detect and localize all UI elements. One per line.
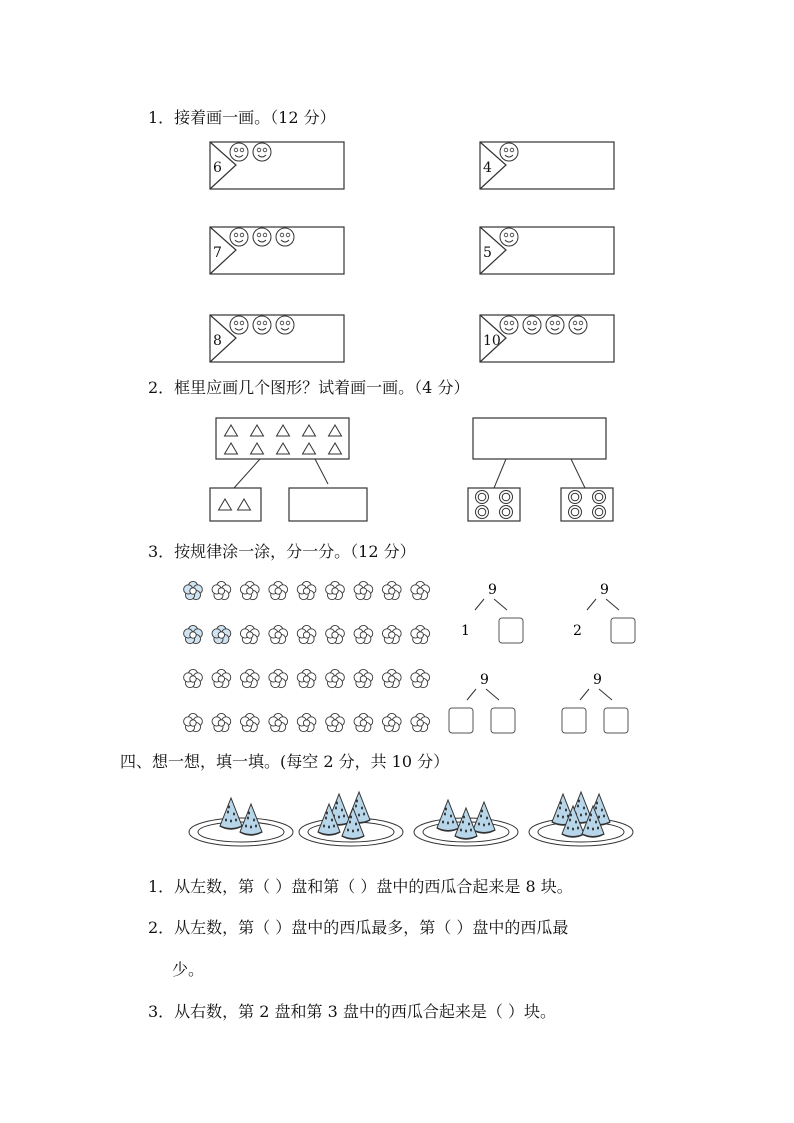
double-circle-icon — [593, 491, 606, 504]
watermelon-slice-icon — [220, 798, 242, 829]
pattern-box-10[interactable] — [479, 314, 619, 366]
triangle-icon — [303, 443, 316, 454]
circle-box-right — [561, 488, 613, 521]
bond-total: 9 — [480, 672, 489, 688]
box-number: 4 — [483, 160, 492, 176]
double-circle-icon — [569, 491, 582, 504]
double-circle-icon — [593, 506, 606, 519]
smiley-face-icon — [276, 316, 294, 334]
double-circle-icon — [569, 506, 582, 519]
watermelon-plate — [529, 792, 633, 846]
flower-icon[interactable] — [411, 713, 430, 731]
flower-icon[interactable] — [212, 581, 231, 599]
flower-icon[interactable] — [354, 625, 373, 643]
flower-icon[interactable] — [240, 713, 259, 731]
flower-icon[interactable] — [411, 669, 430, 687]
double-circles — [476, 491, 606, 519]
triangle-icon — [329, 425, 342, 436]
watermelon-plate — [414, 800, 518, 846]
bond-total: 9 — [593, 672, 602, 688]
triangle-icon — [303, 425, 316, 436]
flower-icon[interactable] — [269, 625, 288, 643]
smiley-face-icon — [253, 316, 271, 334]
flower-icon[interactable] — [269, 713, 288, 731]
pattern-box-8[interactable] — [209, 314, 349, 366]
smiley-face-icon — [230, 228, 248, 246]
box-number: 8 — [213, 333, 222, 349]
flower-icon[interactable] — [184, 581, 203, 599]
triangle-icon — [277, 443, 290, 454]
q1-title: 1．接着画一画。（12 分） — [148, 108, 336, 127]
q4-line-4: 3．从右数，第 2 盘和第 3 盘中的西瓜合起来是（ ）块。 — [148, 1002, 556, 1021]
flower-icon[interactable] — [240, 669, 259, 687]
q4-title: 四、想一想，填一填。(每空 2 分，共 10 分） — [120, 752, 450, 771]
number-bond — [567, 580, 647, 650]
watermelon-slice-icon — [473, 802, 495, 833]
flower-icon[interactable] — [240, 625, 259, 643]
flower-icon[interactable] — [240, 581, 259, 599]
double-circle-icon — [500, 491, 513, 504]
bond-left-box[interactable] — [449, 708, 473, 733]
bond-right-box[interactable] — [499, 618, 523, 643]
flower-icon[interactable] — [326, 713, 345, 731]
triangle-icon — [251, 425, 264, 436]
double-circle-icon — [476, 506, 489, 519]
triangles-two — [219, 499, 251, 510]
double-circle-icon — [476, 491, 489, 504]
bond-left-value: 2 — [573, 623, 582, 639]
smiley-face-icon — [500, 143, 518, 161]
bond-total: 9 — [488, 582, 497, 598]
number-bond — [560, 670, 640, 740]
flower-icon[interactable] — [411, 625, 430, 643]
smiley-face-icon — [569, 316, 587, 334]
q2-figure — [200, 410, 600, 530]
q4-line-3: 少。 — [172, 960, 205, 979]
smiley-face-icon — [546, 316, 564, 334]
q4-line-2: 2．从左数，第（ ）盘中的西瓜最多，第（ ）盘中的西瓜最 — [148, 918, 569, 937]
q2-title: 2．框里应画几个图形？试着画一画。（4 分） — [148, 378, 470, 397]
watermelon-plates — [186, 790, 636, 860]
flower-icon[interactable] — [411, 581, 430, 599]
flower-icon[interactable] — [212, 669, 231, 687]
flower-icon[interactable] — [184, 669, 203, 687]
double-circle-icon — [500, 506, 513, 519]
smiley-face-icon — [276, 228, 294, 246]
circle-box-left — [468, 488, 520, 521]
flower-icon[interactable] — [354, 713, 373, 731]
box-number: 6 — [213, 160, 222, 176]
flower-icon[interactable] — [184, 713, 203, 731]
flower-icon[interactable] — [382, 669, 401, 687]
box-number: 5 — [483, 245, 492, 261]
flower-icon[interactable] — [297, 581, 316, 599]
box-number: 7 — [213, 245, 222, 261]
box-number: 10 — [483, 333, 501, 349]
pattern-box-6[interactable] — [209, 141, 349, 193]
flower-icon[interactable] — [297, 713, 316, 731]
number-bond — [455, 580, 535, 650]
smiley-face-icon — [500, 316, 518, 334]
triangle-icon — [277, 425, 290, 436]
watermelon-plate — [299, 792, 403, 846]
bond-right-box[interactable] — [604, 708, 628, 733]
pattern-box-4[interactable] — [479, 141, 619, 193]
empty-top-box[interactable] — [473, 418, 606, 459]
bond-right-box[interactable] — [611, 618, 635, 643]
pattern-box-5[interactable] — [479, 226, 619, 278]
number-bond — [447, 670, 527, 740]
smiley-face-icon — [230, 316, 248, 334]
two-triangle-box — [210, 488, 261, 521]
triangle-icon — [225, 425, 238, 436]
flower-icon[interactable] — [269, 581, 288, 599]
watermelon-slice-icon — [437, 800, 459, 831]
flower-icon[interactable] — [269, 669, 288, 687]
triangle-icon — [225, 443, 238, 454]
flower-icon[interactable] — [326, 669, 345, 687]
triangle-icon — [238, 499, 251, 510]
smiley-face-icon — [500, 228, 518, 246]
flower-icon[interactable] — [326, 625, 345, 643]
smiley-face-icon — [523, 316, 541, 334]
triangle-icon — [329, 443, 342, 454]
flower-icon[interactable] — [212, 713, 231, 731]
flower-icon[interactable] — [354, 581, 373, 599]
smiley-face-icon — [253, 143, 271, 161]
flower-icon[interactable] — [184, 625, 203, 643]
smiley-face-icon — [253, 228, 271, 246]
flower-icon[interactable] — [382, 625, 401, 643]
bond-left-box[interactable] — [562, 708, 586, 733]
flower-icon[interactable] — [382, 581, 401, 599]
triangles-ten — [225, 425, 342, 454]
triangle-icon — [251, 443, 264, 454]
flower-icon[interactable] — [297, 625, 316, 643]
flower-icon[interactable] — [354, 669, 373, 687]
flower-icon[interactable] — [212, 625, 231, 643]
triangle-icon — [219, 499, 232, 510]
flower-icon[interactable] — [382, 713, 401, 731]
empty-answer-box[interactable] — [289, 488, 367, 521]
flower-icon[interactable] — [297, 669, 316, 687]
watermelon-plate — [189, 798, 293, 846]
q3-title: 3．按规律涂一涂，分一分。（12 分） — [148, 542, 416, 561]
q4-line-1: 1．从左数，第（ ）盘和第（ ）盘中的西瓜合起来是 8 块。 — [148, 877, 573, 896]
pattern-box-7[interactable] — [209, 226, 349, 278]
bond-total: 9 — [600, 582, 609, 598]
flower-grid — [180, 575, 440, 740]
bond-left-value: 1 — [461, 623, 470, 639]
smiley-face-icon — [230, 143, 248, 161]
flower-icon[interactable] — [326, 581, 345, 599]
bond-right-box[interactable] — [491, 708, 515, 733]
